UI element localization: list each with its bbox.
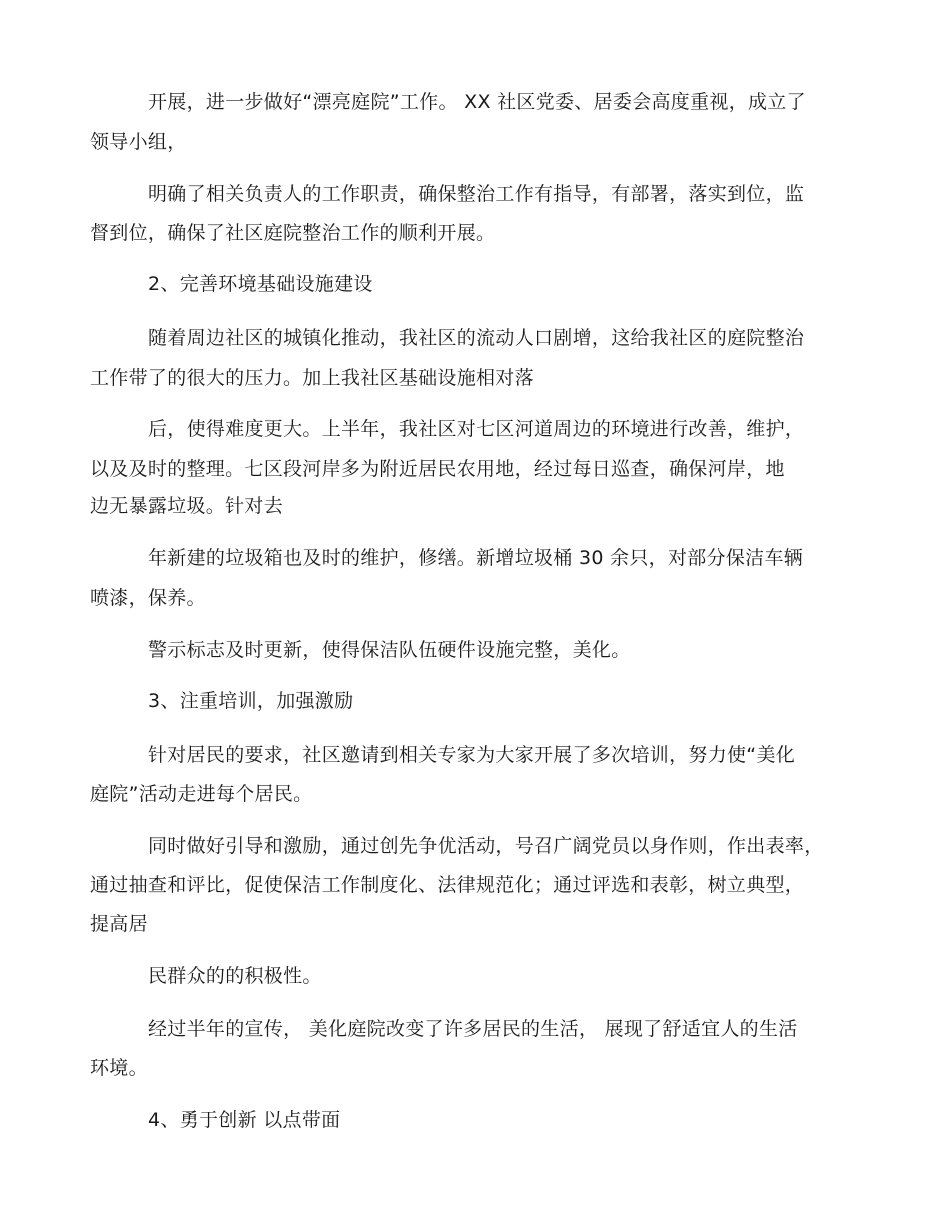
paragraph-line: 领导小组， xyxy=(90,131,187,153)
paragraph-line: 针对居民的要求，社区邀请到相关专家为大家开展了多次培训，努力使“美化 xyxy=(148,744,796,766)
section-heading: 3、注重培训，加强激励 xyxy=(148,690,354,712)
paragraph-line: 工作带了的很大的压力。加上我社区基础设施相对落 xyxy=(90,367,534,389)
paragraph-line: 以及及时的整理。七区段河岸多为附近居民农用地，经过每日巡查，确保河岸，地 xyxy=(90,458,785,480)
paragraph-line: 随着周边社区的城镇化推动，我社区的流动人口剧增，这给我社区的庭院整治 xyxy=(148,327,805,349)
paragraph-line: 督到位，确保了社区庭院整治工作的顺利开展。 xyxy=(90,222,496,244)
paragraph-line: 同时做好引导和激励，通过创先争优活动，号召广阔党员以身作则，作出表率， xyxy=(148,835,824,857)
paragraph-line: 边无暴露垃圾。针对去 xyxy=(90,495,284,517)
paragraph-line: 经过半年的宣传， 美化庭院改变了许多居民的生活， 展现了舒适宜人的生活 xyxy=(148,1018,798,1040)
section-heading: 4、勇于创新 以点带面 xyxy=(148,1109,341,1131)
paragraph-line: 提高居 xyxy=(90,913,148,935)
paragraph-line: 年新建的垃圾箱也及时的维护，修缮。新增垃圾桶 30 余只，对部分保洁车辆 xyxy=(148,547,804,569)
paragraph-line: 民群众的的积极性。 xyxy=(148,965,322,987)
paragraph-line: 庭院”活动走进每个居民。 xyxy=(90,783,313,805)
paragraph-line: 环境。 xyxy=(90,1057,148,1079)
section-heading: 2、完善环境基础设施建设 xyxy=(148,273,373,295)
paragraph-line: 明确了相关负责人的工作职责，确保整治工作有指导，有部署，落实到位，监 xyxy=(148,183,805,205)
paragraph-line: 喷漆，保养。 xyxy=(90,587,206,609)
paragraph-line: 警示标志及时更新，使得保洁队伍硬件设施完整，美化。 xyxy=(148,639,631,661)
paragraph-line: 后，使得难度更大。上半年，我社区对七区河道周边的环境进行改善，维护， xyxy=(148,418,805,440)
paragraph-line: 开展，进一步做好“漂亮庭院”工作。 XX 社区党委、居委会高度重视，成立了 xyxy=(148,91,806,113)
paragraph-line: 通过抽查和评比，促使保洁工作制度化、法律规范化；通过评选和表彰，树立典型， xyxy=(90,874,805,896)
